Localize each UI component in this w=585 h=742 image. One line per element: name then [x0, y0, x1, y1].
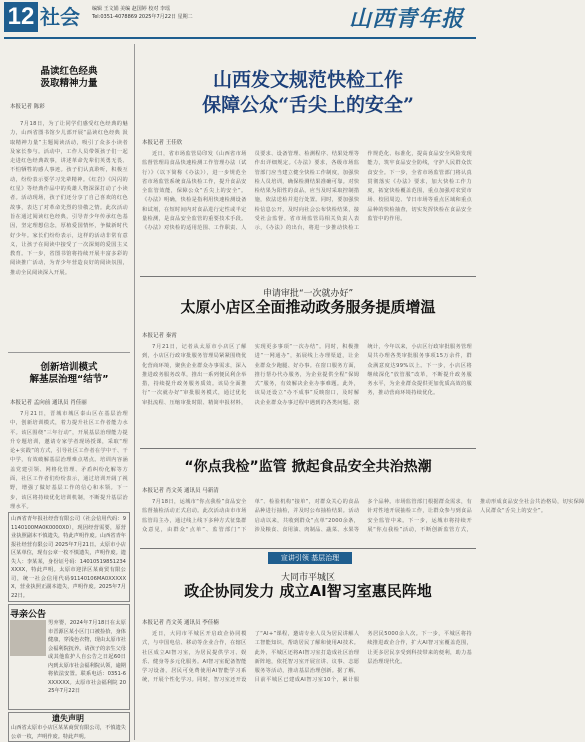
story2-kicker: 申请审批“一次就办好” — [262, 289, 354, 299]
section-title: 社会 — [40, 5, 80, 29]
column-divider — [134, 44, 135, 740]
notice-body-3: 山西省太原市小店区某某商贸有限公司，不慎遗失公章一枚，声明作废。特此声明。 — [11, 725, 126, 740]
notice-title-2: 寻亲公告 — [10, 610, 47, 620]
story4-kicker: 大同市平城区 — [280, 573, 335, 583]
story2-byline: 本报记者 秦霄 — [142, 333, 177, 339]
sidebar-body-1: 7月18日，为了让同学们感受红色经典的魅力，山西省图书馆少儿部开展“晶读红色经典 汲取精神力量”主题阅读活动，吸引了众多小读者及家长参与。活动中，工作人员带领孩子们一起走进红色经典故事，讲述革命先辈们英勇无畏、不怕牺牲的感人事迹。孩子们认真聆听，积极互动，纷纷表示要学习先辈精神。《红岩》《闪闪的红星》等经典作品中的英雄人物深深打动了小读者。活动现场，孩子们还分享了自己喜欢的红色故事，表达了对革命先烈的崇敬之情。此次活动旨在通过阅读红色经典，引导青少年传承红色基因，坚定理想信念，厚植爱国情怀，争做新时代好少年。家长们纷纷表示，这样的活动非常有意义，让孩子在阅读中接受了一次深刻的爱国主义教育。下一步，省图书馆将持续开展丰富多彩的阅读推广活动，为青少年营造良好的阅读氛围，推动全民阅读深入开展。 — [10, 121, 128, 276]
sidebar-headline-1: 晶读红色经典 汲取精神力量 — [40, 66, 98, 90]
story3-headline: “你点我检”监管 掀起食品安全共治热潮 — [184, 459, 432, 475]
story-divider-2 — [140, 448, 476, 449]
sidebar-body-2: 7月21日，晋城市城区泰山区在基层治理中，创新培训模式，着力提升社区工作者能力水平。该区围绕“三年行动”，开展基层治理能力提升专题培训，邀请专家学者现场授课，采取“理论+实践”的方式，引导社区工作者在学中干、干中学，有效破解基层治理难点堵点。培训内容涵盖党建引领、网格化管理、矛盾纠纷化解等方面，社区工作者们纷纷表示，通过培训开阔了视野，增强了做好基层工作的信心和本领。下一步，该区将持续优化培训机制，不断提升基层治理水平。 — [10, 411, 128, 510]
story3-byline: 本报记者 肖文英 通讯员 马新清 — [142, 488, 219, 494]
header-rule — [4, 37, 476, 39]
missing-child-photo — [10, 620, 46, 656]
sidebar-divider-1 — [8, 352, 130, 353]
masthead-logo: 山西青年报 — [348, 6, 464, 32]
notice-body-1: 山西省青年报社经营有限公司（社会信用代码：91140100MA0K0000X0），现因经营需要，原营业执照副本不慎遗失，特此声明作废。山西省青年报社经营有限公司 2025年7月21日。太原市小店区某单位，现有公章一枚不慎遗失，声明作废。遗失人：李某某，身份证号码：14010519851234XXXX，特此声明。太原市迎泽区某商贸有限公司，统一社会信用代码91140106MA0XXXXXX，营业执照正副本遗失，声明作废。2025年7月22日。 — [11, 516, 126, 599]
sidebar-headline-2: 创新培训模式 解基层治理“结节” — [29, 362, 109, 386]
story2-body: 7月21日，记者从太原市小店区了解到，小店区行政审批服务管理局紧紧围绕优化营商环境，聚焦企业群众办事需求，深入推进政务服务改革，推出一系列便民利企举措，持续提升政务服务质效。该局全面推行“一次就办好”审批服务模式，通过优化审批流程、压缩审批时限、精简申报材料，实现更多事项“一次办结”。同时，积极推进“一网通办”，拓展线上办理渠道，让企业群众少跑腿、好办事。在窗口服务方面，推行帮办代办服务，为企业提供全程“保姆式”服务，有效解决企业办事难题。此外，该局还设立“办不成事”反映窗口，及时解决企业群众办事过程中遇到的各类问题。据统计，今年以来，小店区行政审批服务管理局共办理各类审批服务事项15万余件，群众满意度达99%以上。下一步，小店区将继续深化“放管服”改革，不断提升政务服务水平，为企业群众提供更加优质高效的服务，推动营商环境持续优化。 — [142, 344, 472, 406]
story4-body: 近日，大同市平城区开启政企协同模式，与中国电信、移动等企业合作，在辖区社区成立AI智习室，为居民提供学习、娱乐、健身等多元化服务。AI智习室配备智能学习设备，居民可免费使用AI智能学习系统，开展个性化学习。同时，智习室还开设了“AI+”课程，邀请专业人员为居民讲解人工智能知识，帮助居民了解和使用AI技术。此外，平城区还将AI智习室打造成社区治理新阵地，依托智习室开展宣讲、议事、志愿服务等活动，推动基层治理创新。据了解，目前平城区已建成AI智习室10个，累计服务居民5000余人次。下一步，平城区将持续推进政企合作，扩大AI智习室覆盖范围，让更多居民享受到科技带来的便利，助力基层治理现代化。 — [142, 631, 472, 684]
story3-body: 7月18日，运城市“你点我检”食品安全监督抽检活动正式启动。此次活动由市市场监管局主办，通过线上线下多种方式征集群众意见，由群众“点单”、监管部门“下单”、检验机构“接单”，对群众关心的食品品种进行抽检，并及时公布抽检结果。活动启动以来，共收到群众“点单”2000余条，涉及粮食、食用油、肉制品、蔬菜、水果等多个品种。市场监管部门根据群众需求，有针对性地开展抽检工作，让群众参与到食品安全监管中来。下一步，运城市将持续开展“你点我检”活动，不断创新监管方式，推动形成食品安全社会共治格局，切实保障人民群众“舌尖上的安全”。 — [142, 499, 585, 533]
page-number: 12 — [4, 2, 38, 32]
sidebar-byline-1: 本报记者 陈彩 — [10, 104, 45, 110]
lead-headline: 山西发文规范快检工作 保障公众“舌尖上的安全” — [202, 69, 414, 116]
story-divider-1 — [140, 276, 476, 277]
lead-byline: 本报记者 王佳欣 — [142, 140, 183, 146]
story2-headline: 太原小店区全面推动政务服务提质增温 — [180, 298, 436, 316]
page-header — [0, 0, 480, 40]
notice-title-3: 遗失声明 — [52, 714, 84, 723]
story4-byline: 本报记者 肖文英 通讯员 李佳楠 — [142, 620, 219, 626]
notice-body-2: 男弃婴，2024年7月18日在太原市晋源区某小区门口被捡拾，身体健康，穿浅色衣物，现由太原市社会福利院抚养。请孩子的亲生父母或其他监护人自公告之日起60日内到太原市社会福利院认领，逾期将依法安置。联系电话：0351-6XXXXXX。太原市社会福利院 2025年7月22日 — [48, 620, 126, 694]
column-tag: 宣讲引领 基层治理 — [268, 552, 352, 564]
lead-body: 近日，省市场监管局印发《山西省市场监督管理局食品快速检测工作管理办法（试行）》（以下简称《办法》），进一步规范全省市场监管系统食品快检工作，提升食品安全监管效能，保障公众“舌尖上的安全”。《办法》明确，快检是指利用快速检测设备和试剂，在短时间内对食品进行定性或半定量检测，是食品安全监管的重要技术手段。《办法》对快检的适用范围、工作职责、人员要求、设备管理、检测程序、结果处理等作出详细规定。《办法》要求，各级市场监管部门应当建立健全快检工作制度，加强快检人员培训，确保检测结果准确可靠。对快检结果为阳性的食品，应当及时采取控制措施，依法送检并进行处置。同时，要加强快检信息公开，及时向社会公布快检结果，接受社会监督。省市场监管局相关负责人表示，《办法》的出台，将进一步推动快检工作规范化、标准化，提高食品安全风险发现能力，筑牢食品安全防线，守护人民群众饮食安全。下一步，全省市场监管部门将认真贯彻落实《办法》要求，加大快检工作力度，拓宽快检覆盖范围，重点加强对农贸市场、校园周边、节日市场等重点区域和重点品种的快检抽查，切实发挥快检在食品安全监管中的作用。 — [142, 151, 472, 232]
story4-headline: 政企协同发力 成立AI智习室惠民阵地 — [184, 582, 432, 600]
story-divider-3 — [140, 548, 476, 549]
contact-date-line: Tel:0351-4078869 2025年7月22日 星期二 — [92, 14, 193, 20]
sidebar-byline-2: 本报记者 孟向前 通讯员 肖佳丽 — [10, 400, 87, 406]
editor-line: 编辑 王文娟 美编 赵国婷 校对 李瑶 — [92, 6, 170, 12]
